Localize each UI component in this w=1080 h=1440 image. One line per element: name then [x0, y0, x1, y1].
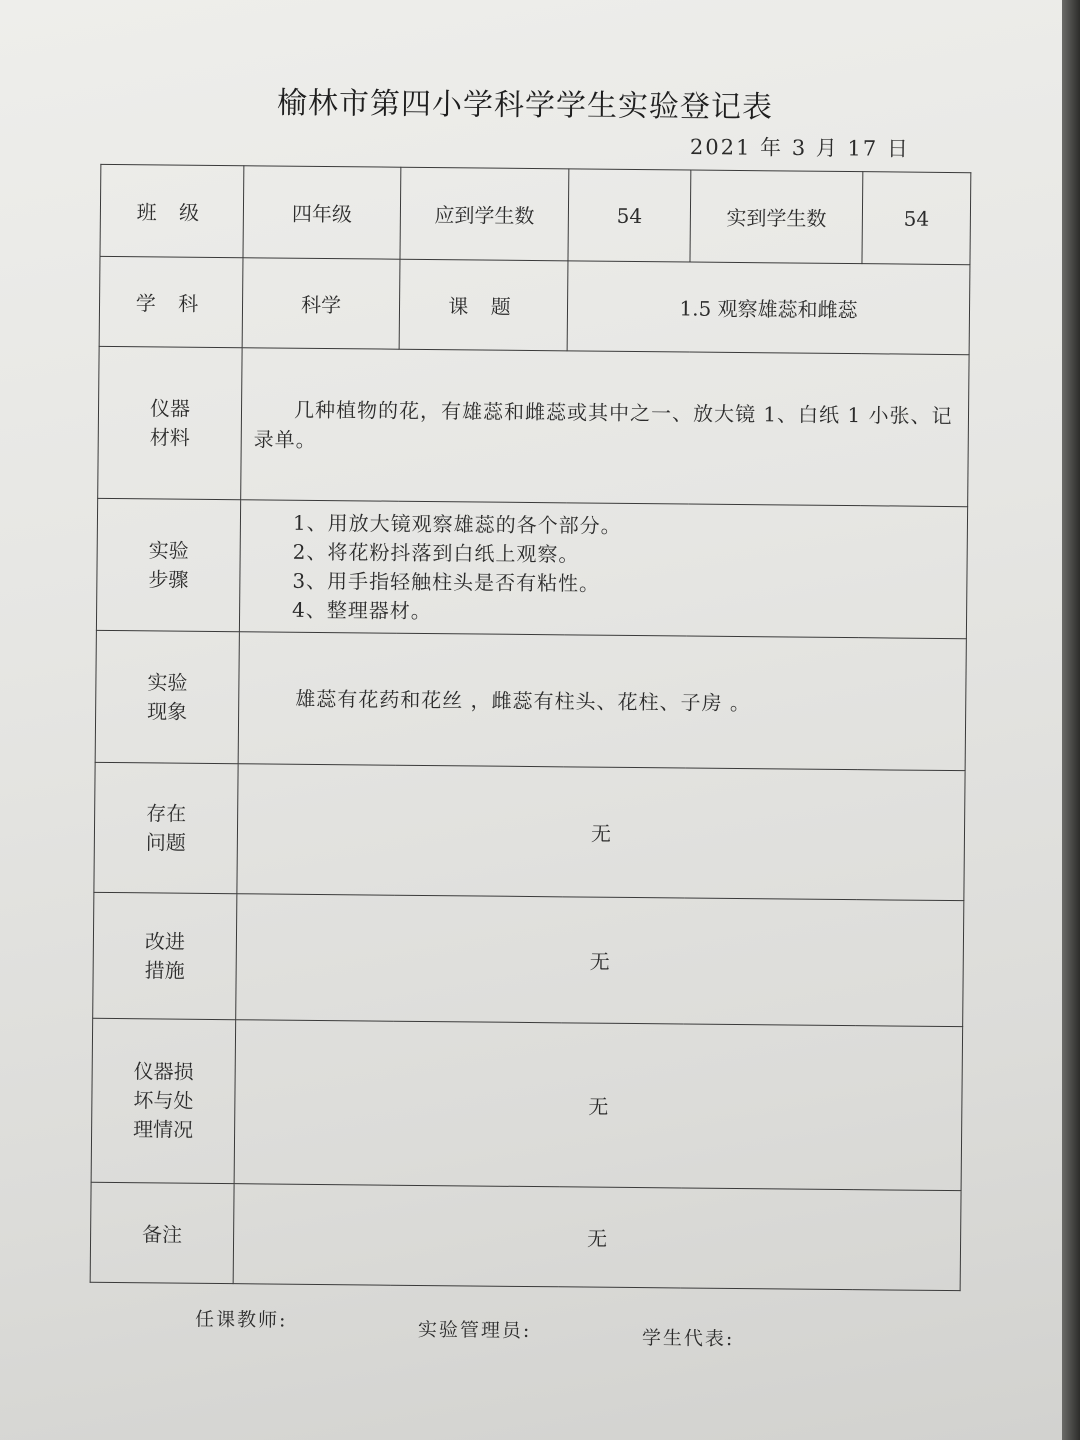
problems-label — [94, 762, 238, 893]
improvements-label — [93, 892, 237, 1019]
row-subject — [99, 256, 970, 354]
registration-form — [90, 164, 971, 1290]
row-materials — [98, 346, 969, 506]
improvements-label-line-1: 改进 — [144, 928, 186, 954]
damage-label-line-2: 坏与处 — [133, 1088, 194, 1113]
remarks-label: 备注 — [90, 1182, 234, 1283]
phenomenon-value-cell — [238, 632, 966, 771]
materials-label — [98, 346, 242, 499]
form-table — [90, 164, 972, 1291]
row-phenomenon — [95, 630, 966, 770]
damage-value: 无 — [234, 1020, 963, 1191]
actual-students-value: 54 — [862, 172, 971, 265]
row-problems — [94, 762, 965, 900]
class-value: 四年级 — [243, 166, 401, 260]
row-damage — [91, 1018, 963, 1190]
damage-label-line-1: 仪器损 — [133, 1059, 194, 1084]
steps-label-line-2: 步骤 — [148, 566, 189, 592]
phenomenon-value: 雄蕊有花药和花丝 ，雌蕊有柱头、花柱、子房 。 — [295, 686, 752, 715]
document-date: 2021 年 3 月 17 日 — [689, 135, 911, 161]
improvements-label-line-2: 措施 — [144, 957, 185, 983]
step-item: 1、用放大镜观察雄蕊的各个部分。 — [292, 510, 622, 538]
row-class — [100, 164, 971, 264]
expected-students-value: 54 — [568, 169, 691, 262]
steps-value — [239, 500, 967, 639]
step-item: 4、整理器材。 — [292, 597, 432, 623]
actual-students-label: 实到学生数 — [690, 170, 863, 264]
damage-label-line-3: 理情况 — [133, 1117, 194, 1142]
materials-label-line-1: 仪器 — [149, 395, 191, 421]
teacher-signature-label: 任课教师: — [194, 1308, 288, 1332]
phenomenon-label — [95, 630, 239, 763]
class-label: 班 级 — [100, 164, 244, 257]
problems-label-line-1: 存在 — [146, 800, 187, 826]
step-item: 2、将花粉抖落到白纸上观察。 — [292, 539, 580, 566]
row-steps — [96, 498, 967, 638]
steps-label-line-1: 实验 — [148, 537, 189, 563]
materials-label-line-2: 材料 — [149, 424, 190, 450]
row-remarks — [90, 1182, 961, 1290]
topic-value: 1.5 观察雄蕊和雌蕊 — [567, 261, 970, 355]
expected-students-label: 应到学生数 — [400, 167, 569, 261]
remarks-value: 无 — [233, 1184, 961, 1291]
document-title: 榆林市第四小学科学学生实验登记表 — [276, 85, 774, 126]
materials-value-cell — [241, 348, 969, 507]
student-representative-label: 学生代表: — [641, 1327, 735, 1351]
improvements-value: 无 — [236, 894, 964, 1027]
paper-edge-shadow — [1062, 0, 1080, 1440]
problems-label-line-2: 问题 — [145, 829, 186, 855]
problems-value: 无 — [237, 764, 965, 901]
materials-value: 几种植物的花，有雄蕊和雌蕊或其中之一、放大镜 1、白纸 1 小张、记录单。 — [253, 397, 953, 452]
phenomenon-label-line-2: 现象 — [147, 698, 188, 724]
step-item: 3、用手指轻触柱头是否有粘性。 — [292, 568, 601, 596]
lab-manager-signature-label: 实验管理员: — [417, 1318, 532, 1343]
phenomenon-label-line-1: 实验 — [147, 669, 188, 695]
subject-label: 学 科 — [99, 256, 243, 347]
damage-label — [91, 1018, 236, 1183]
row-improvements — [93, 892, 964, 1026]
subject-value: 科学 — [242, 258, 400, 350]
steps-label — [96, 498, 240, 631]
topic-label: 课 题 — [399, 259, 568, 351]
